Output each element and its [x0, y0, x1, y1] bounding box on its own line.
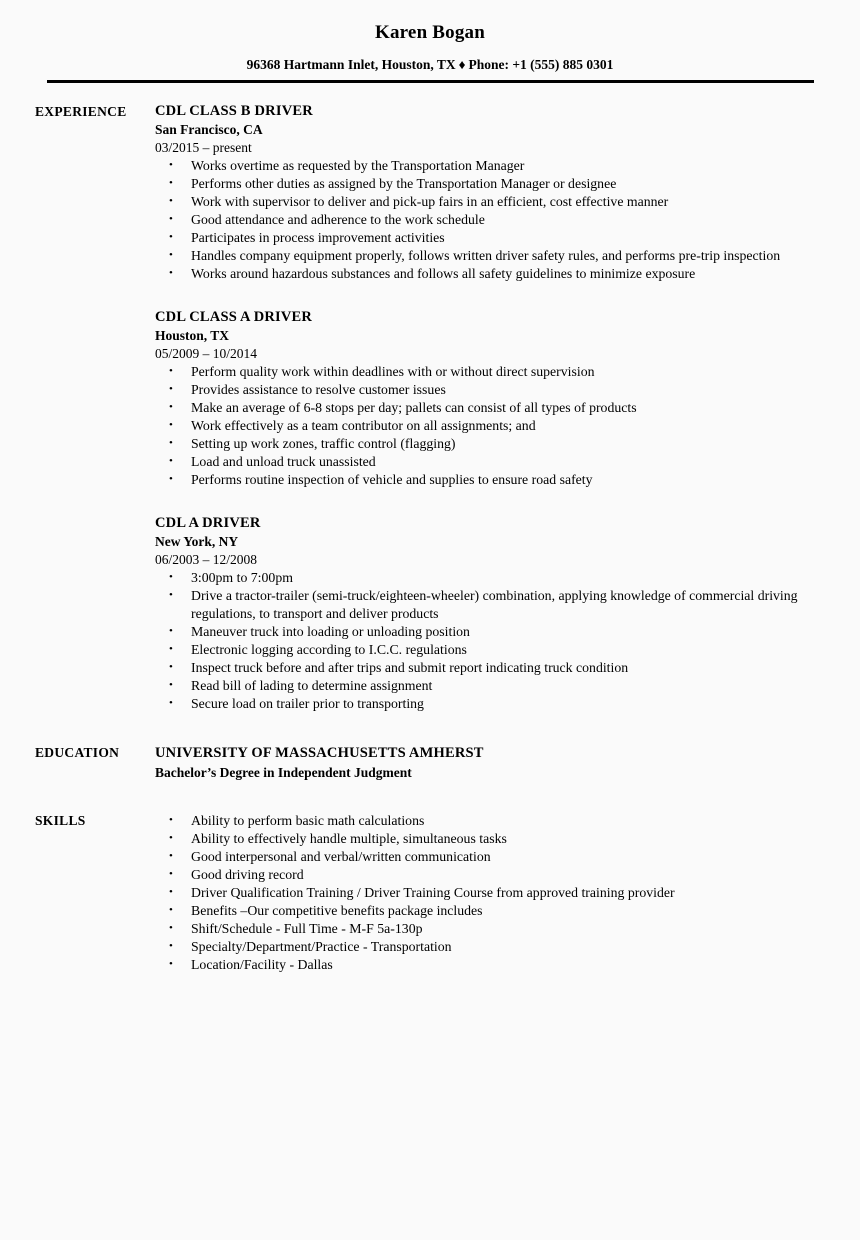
job-responsibilities: [155, 569, 810, 713]
education-school: UNIVERSITY OF MASSACHUSETTS AMHERST: [155, 744, 484, 761]
list-item: • Setting up work zones, traffic control (flagging): [167, 435, 810, 453]
list-item: • Work with supervisor to deliver and pick-up fairs in an efficient, cost effective manner: [167, 193, 810, 211]
job-dates: 05/2009 – 10/2014: [155, 345, 258, 361]
list-item: • Works around hazardous substances and follows all safety guidelines to minimize exposure: [167, 265, 810, 283]
job-location: New York, NY: [155, 533, 239, 549]
list-item: • Provides assistance to resolve customer issues: [167, 381, 810, 399]
job-responsibilities: [155, 157, 810, 283]
list-item: • Make an average of 6-8 stops per day; pallets can consist of all types of products: [167, 399, 810, 417]
diamond-separator-icon: ♦: [458, 57, 466, 72]
header-divider: [47, 80, 814, 83]
list-item: • Load and unload truck unassisted: [167, 453, 810, 471]
job-dates: 03/2015 – present: [155, 139, 252, 155]
list-item: • Ability to effectively handle multiple, simultaneous tasks: [167, 830, 810, 848]
list-item: • Good interpersonal and verbal/written communication: [167, 848, 810, 866]
experience-section: [0, 102, 860, 713]
education-entry: [155, 743, 860, 782]
list-item: • Maneuver truck into loading or unloading position: [167, 623, 810, 641]
list-item: • Performs other duties as assigned by the Transportation Manager or designee: [167, 175, 810, 193]
education-degree: Bachelor’s Degree in Independent Judgment: [155, 764, 412, 780]
list-item: • Participates in process improvement activities: [167, 229, 810, 247]
experience-section-label: EXPERIENCE: [35, 103, 127, 119]
list-item: • Specialty/Department/Practice - Transportation: [167, 938, 810, 956]
list-item: • Works overtime as requested by the Transportation Manager: [167, 157, 810, 175]
job-entry: [155, 514, 810, 713]
job-entry: [155, 102, 810, 283]
job-title: CDL A DRIVER: [155, 514, 261, 531]
resume-header: [0, 0, 860, 83]
list-item: • Shift/Schedule - Full Time - M-F 5a-130p: [167, 920, 810, 938]
contact-address: 96368 Hartmann Inlet, Houston, TX: [246, 57, 456, 72]
job-title: CDL CLASS B DRIVER: [155, 102, 313, 119]
list-item: • Handles company equipment properly, follows written driver safety rules, and performs pre-trip inspection: [167, 247, 810, 265]
skills-body: [155, 811, 860, 974]
education-section-label: EDUCATION: [35, 744, 120, 760]
skills-section-label: SKILLS: [35, 812, 86, 828]
list-item: • Secure load on trailer prior to transporting: [167, 695, 810, 713]
skills-section: [0, 811, 860, 974]
list-item: • Electronic logging according to I.C.C. regulations: [167, 641, 810, 659]
list-item: • Good driving record: [167, 866, 810, 884]
list-item: • 3:00pm to 7:00pm: [167, 569, 810, 587]
contact-phone: Phone: +1 (555) 885 0301: [468, 57, 614, 72]
job-location: Houston, TX: [155, 327, 230, 343]
job-dates: 06/2003 – 12/2008: [155, 551, 258, 567]
job-entry: [155, 308, 810, 489]
list-item: • Performs routine inspection of vehicle and supplies to ensure road safety: [167, 471, 810, 489]
skills-list: [155, 812, 810, 974]
education-section: [0, 743, 860, 782]
list-item: • Driver Qualification Training / Driver Training Course from approved training provider: [167, 884, 810, 902]
job-title: CDL CLASS A DRIVER: [155, 308, 313, 325]
list-item: • Good attendance and adherence to the work schedule: [167, 211, 810, 229]
list-item: • Drive a tractor-trailer (semi-truck/eighteen-wheeler) combination, applying knowledge of commercial driving regulations, to transport and deliver products: [167, 587, 810, 623]
experience-list: [155, 102, 860, 713]
list-item: • Perform quality work within deadlines with or without direct supervision: [167, 363, 810, 381]
candidate-name: Karen Bogan: [374, 22, 486, 43]
list-item: • Location/Facility - Dallas: [167, 956, 810, 974]
job-location: San Francisco, CA: [155, 121, 263, 137]
contact-line: [0, 57, 860, 73]
list-item: • Ability to perform basic math calculations: [167, 812, 810, 830]
job-responsibilities: [155, 363, 810, 489]
list-item: • Benefits –Our competitive benefits package includes: [167, 902, 810, 920]
list-item: • Work effectively as a team contributor on all assignments; and: [167, 417, 810, 435]
list-item: • Read bill of lading to determine assignment: [167, 677, 810, 695]
list-item: • Inspect truck before and after trips and submit report indicating truck condition: [167, 659, 810, 677]
